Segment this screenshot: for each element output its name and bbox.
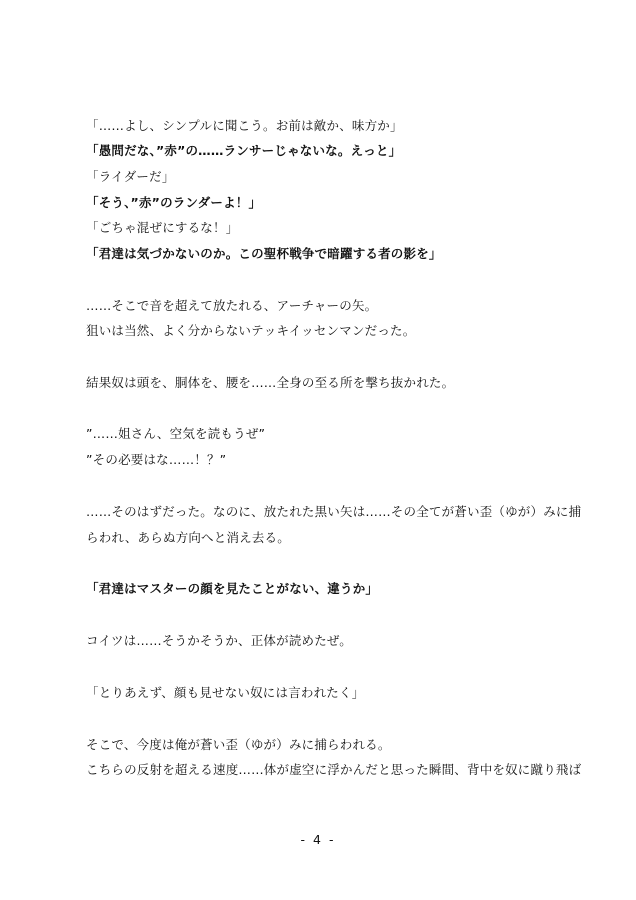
- text-line-7: ……そこで音を超えて放たれる、アーチャーの矢。: [86, 298, 378, 313]
- text-line-9: 結果奴は頭を、胴体を、腰を……全身の至る所を撃ち抜かれた。: [86, 375, 455, 390]
- text-line-6: 「君達は気づかないのか。この聖杯戦争で暗躍する者の影を」: [86, 246, 442, 261]
- text-line-2: 「愚問だな、”赤”の……ランサーじゃないな。えっと」: [86, 143, 402, 158]
- text-line-14: 「君達はマスターの顔を見たことがない、違うか」: [86, 581, 379, 596]
- page-number: - 4 -: [300, 832, 336, 847]
- text-line-16: 「とりあえず、顔も見せない奴には言われたく」: [86, 685, 365, 700]
- text-line-13: らわれ、あらぬ方向へと消え去る。: [86, 530, 290, 545]
- text-line-18: こちらの反射を超える速度……体が虚空に浮かんだと思った瞬間、背中を奴に蹴り飛ば: [86, 762, 582, 777]
- text-line-15: コイツは……そうかそうか、正体が読めたぜ。: [86, 633, 352, 648]
- text-line-3: 「ライダーだ」: [86, 169, 175, 184]
- text-line-8: 狙いは当然、よく分からないテッキイッセンマンだった。: [86, 323, 416, 338]
- text-line-10: ”……姐さん、空気を読もうぜ”: [86, 426, 266, 441]
- text-line-11: ”その必要はな……！？”: [86, 452, 227, 467]
- text-line-4: 「そう、”赤”のランダーよ！」: [86, 195, 262, 210]
- text-line-1: 「……よし、シンプルに聞こう。お前は敵か、味方か」: [86, 118, 403, 133]
- text-line-17: そこで、今度は俺が蒼い歪（ゆが）みに捕らわれる。: [86, 737, 391, 752]
- text-line-5: 「ごちゃ混ぜにするな！」: [86, 220, 239, 235]
- text-line-12: ……そのはずだった。なのに、放たれた黒い矢は……その全てが蒼い歪（ゆが）みに捕: [86, 504, 582, 519]
